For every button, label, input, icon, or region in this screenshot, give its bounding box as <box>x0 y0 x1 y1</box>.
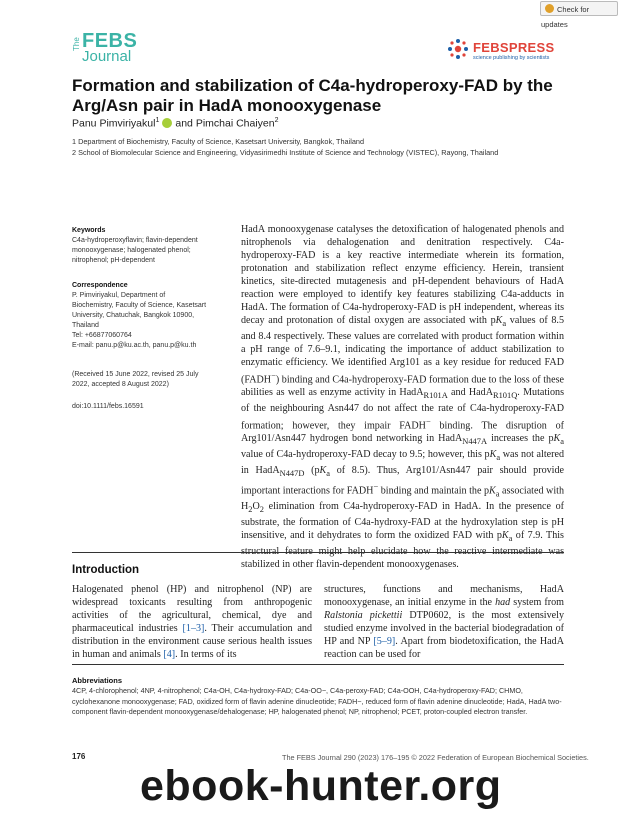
doi[interactable]: doi:10.1111/febs.16591 <box>72 403 144 410</box>
affiliation-1: 1 Department of Biochemistry, Faculty of Science, Kasetsart University, Bangkok, Thailand <box>72 137 365 146</box>
keywords-line: nitrophenol; pH-dependent <box>72 257 155 264</box>
author-2: Pimchai Chaiyen <box>195 117 275 130</box>
febs-press-logo <box>447 38 557 64</box>
abbreviations-text: 4CP, 4-chlorophenol; 4NP, 4-nitrophenol; C4a-OH, C4a-hydroxy-FAD; C4a-OO−, C4a-peroxy-FAD; C4a-OOH, C4a-hydroperoxy-FAD; CHMO, cyclohexanone monooxygenase; FAD, oxidized form of flavin adenine dinucleotide; FADH−, reduced form of flavin adenine dinucleotide; HadA, HadA two-component flavin-dependent monooxygenase/dehalogenase; HP, halogenated phenol; NP, nitrophenol; PCET, proton-coupled electron transfer. <box>72 686 562 716</box>
logo-the: The <box>72 37 81 51</box>
affiliation-2: 2 School of Biomolecular Science and Engineering, Vidyasirimedhi Institute of Science and Technology (VISTEC), Rayong, Thailand <box>72 148 499 157</box>
correspondence-line: Biochemistry, Faculty of Science, Kasetsart <box>72 302 207 309</box>
author-line <box>72 117 552 130</box>
press-name: FEBSPRESS <box>473 40 555 55</box>
citation-link[interactable]: [5–9] <box>373 636 396 647</box>
correspondence-email[interactable]: E-mail: panu.p@ku.ac.th, panu.p@ku.th <box>72 342 197 349</box>
check-updates-label: Check for updates <box>541 5 590 29</box>
logo-febs: FEBS <box>82 30 138 52</box>
orcid-icon[interactable] <box>162 118 172 128</box>
author-1-affil: 1 <box>155 117 160 124</box>
keywords-block <box>72 226 232 266</box>
update-icon <box>545 4 554 13</box>
intro-column-left: Halogenated phenol (HP) and nitrophenol (NP) are widespread toxicants resulting from anthropogenic activities of the agricultural, chemical, dye and pharmaceutical industries [1–3]. Their accumulation and distribution in the environment cause serious health issues in human and animals [4]. In terms of its <box>72 584 312 660</box>
febs-press-dots-icon <box>447 38 469 60</box>
febs-journal-logo <box>72 30 153 65</box>
watermark: ebook-hunter.org <box>140 762 502 810</box>
introduction-heading: Introduction <box>72 564 140 576</box>
correspondence-line: Thailand <box>72 322 99 329</box>
article-title: Formation and stabilization of C4a-hydroperoxy-FAD by the Arg/Asn pair in HadA monooxygenase <box>72 76 553 115</box>
author-2-affil: 2 <box>274 117 279 124</box>
footer-citation: The FEBS Journal 290 (2023) 176–195 © 2022 Federation of European Biochemical Societies. <box>282 753 589 762</box>
keywords-line: C4a-hydroperoxyflavin; flavin-dependent <box>72 237 198 244</box>
dates-line: (Received 15 June 2022, revised 25 July <box>72 371 199 378</box>
abstract: HadA monooxygenase catalyses the detoxification of halogenated phenols and nitrophenols via dehalogenation and denitration respectively. C4a-hydroperoxy-FAD is a key reactive intermediate wherein its formation, protonation and stabilization reflect enzyme efficiency. Herein, transient kinetics, site-directed mutagenesis and pH-dependent behaviours of HadA reaction were employed to identify key features stabilizing C4a-adducts in HadA. The formation of C4a-hydroperoxy-FAD is pH independent, whereas its decay and protonation of distal oxygen are associated with $pK_a$ values of 8.5 and 8.4 respectively. These values are correlated with product formation within a pH range of 7.6–9.1, indicating the importance of adduct stabilization to enzymatic efficiency. We identified Arg101 as a key residue for reduced FAD (FADH−) binding and C4a-hydroperoxy-FAD formation due to the loss of these abilities as well as enzyme activity in HadA$_{R101A}$ and HadA$_{R101Q}$. Mutations of the neighbouring Asn447 do not affect the rate of C4a-hydroperoxy-FAD formation; however, they impair FADH− binding. The disruption of Arg101/Asn447 hydrogen bond networking in HadA$_{N447A}$ increases the $pK_a$ value of C4a-hydroperoxy-FAD decay to 9.5; however, this $pK_a$ was not altered in HadA$_{N447D}$ ($pK_a$ of 8.5). Thus, Arg101/Asn447 pair should provide important interactions for FADH− binding and maintain the $pK_a$ associated with $H_2O_2$ elimination from C4a-hydroperoxy-FAD in HadA. In the presence of substrate, the formation of C4a-hydroxy-FAD at the hydroxylation step is pH insensitive, and it dehydrates to form the oxidized FAD with $pK_a$ of 7.9. This structural feature might help elucidate how the reactive intermediate was stabilized in other flavin-dependent monooxygenases. <box>241 224 565 571</box>
logo-journal: Journal <box>82 48 132 65</box>
correspondence-line: Tel: +66877060764 <box>72 332 132 339</box>
author-connector: and <box>175 117 193 130</box>
correspondence-line: P. Pimviriyakul, Department of <box>72 292 166 299</box>
section-divider <box>72 552 564 553</box>
abbreviations-heading: Abbreviations <box>72 676 123 685</box>
correspondence-line: University, Chatuchak, Bangkok 10900, <box>72 312 195 319</box>
intro-column-right: structures, functions and mechanisms, HadA monooxygenase, an initial enzyme in the had system from Ralstonia pickettii DTP0602, is the most extensively studied enzyme involved in the bacterial biodegradation of HP and NP [5–9]. Apart from biodetoxification, the HadA reaction can be used for <box>324 584 565 660</box>
dates-block <box>72 370 232 390</box>
check-for-updates-button[interactable] <box>540 1 618 29</box>
keywords-heading: Keywords <box>72 227 106 234</box>
correspondence-heading: Correspondence <box>72 282 128 289</box>
correspondence-block <box>72 281 232 351</box>
abbreviations-divider <box>72 664 564 665</box>
citation-link[interactable]: [4] <box>163 649 176 660</box>
press-tagline: science publishing by scientists <box>473 55 550 61</box>
dates-line: 2022, accepted 8 August 2022) <box>72 381 169 388</box>
keywords-line: monooxygenase; halogenated phenol; <box>72 247 191 254</box>
citation-link[interactable]: [1–3] <box>182 623 205 634</box>
author-1: Panu Pimviriyakul <box>72 117 156 130</box>
page-number: 176 <box>72 752 86 761</box>
